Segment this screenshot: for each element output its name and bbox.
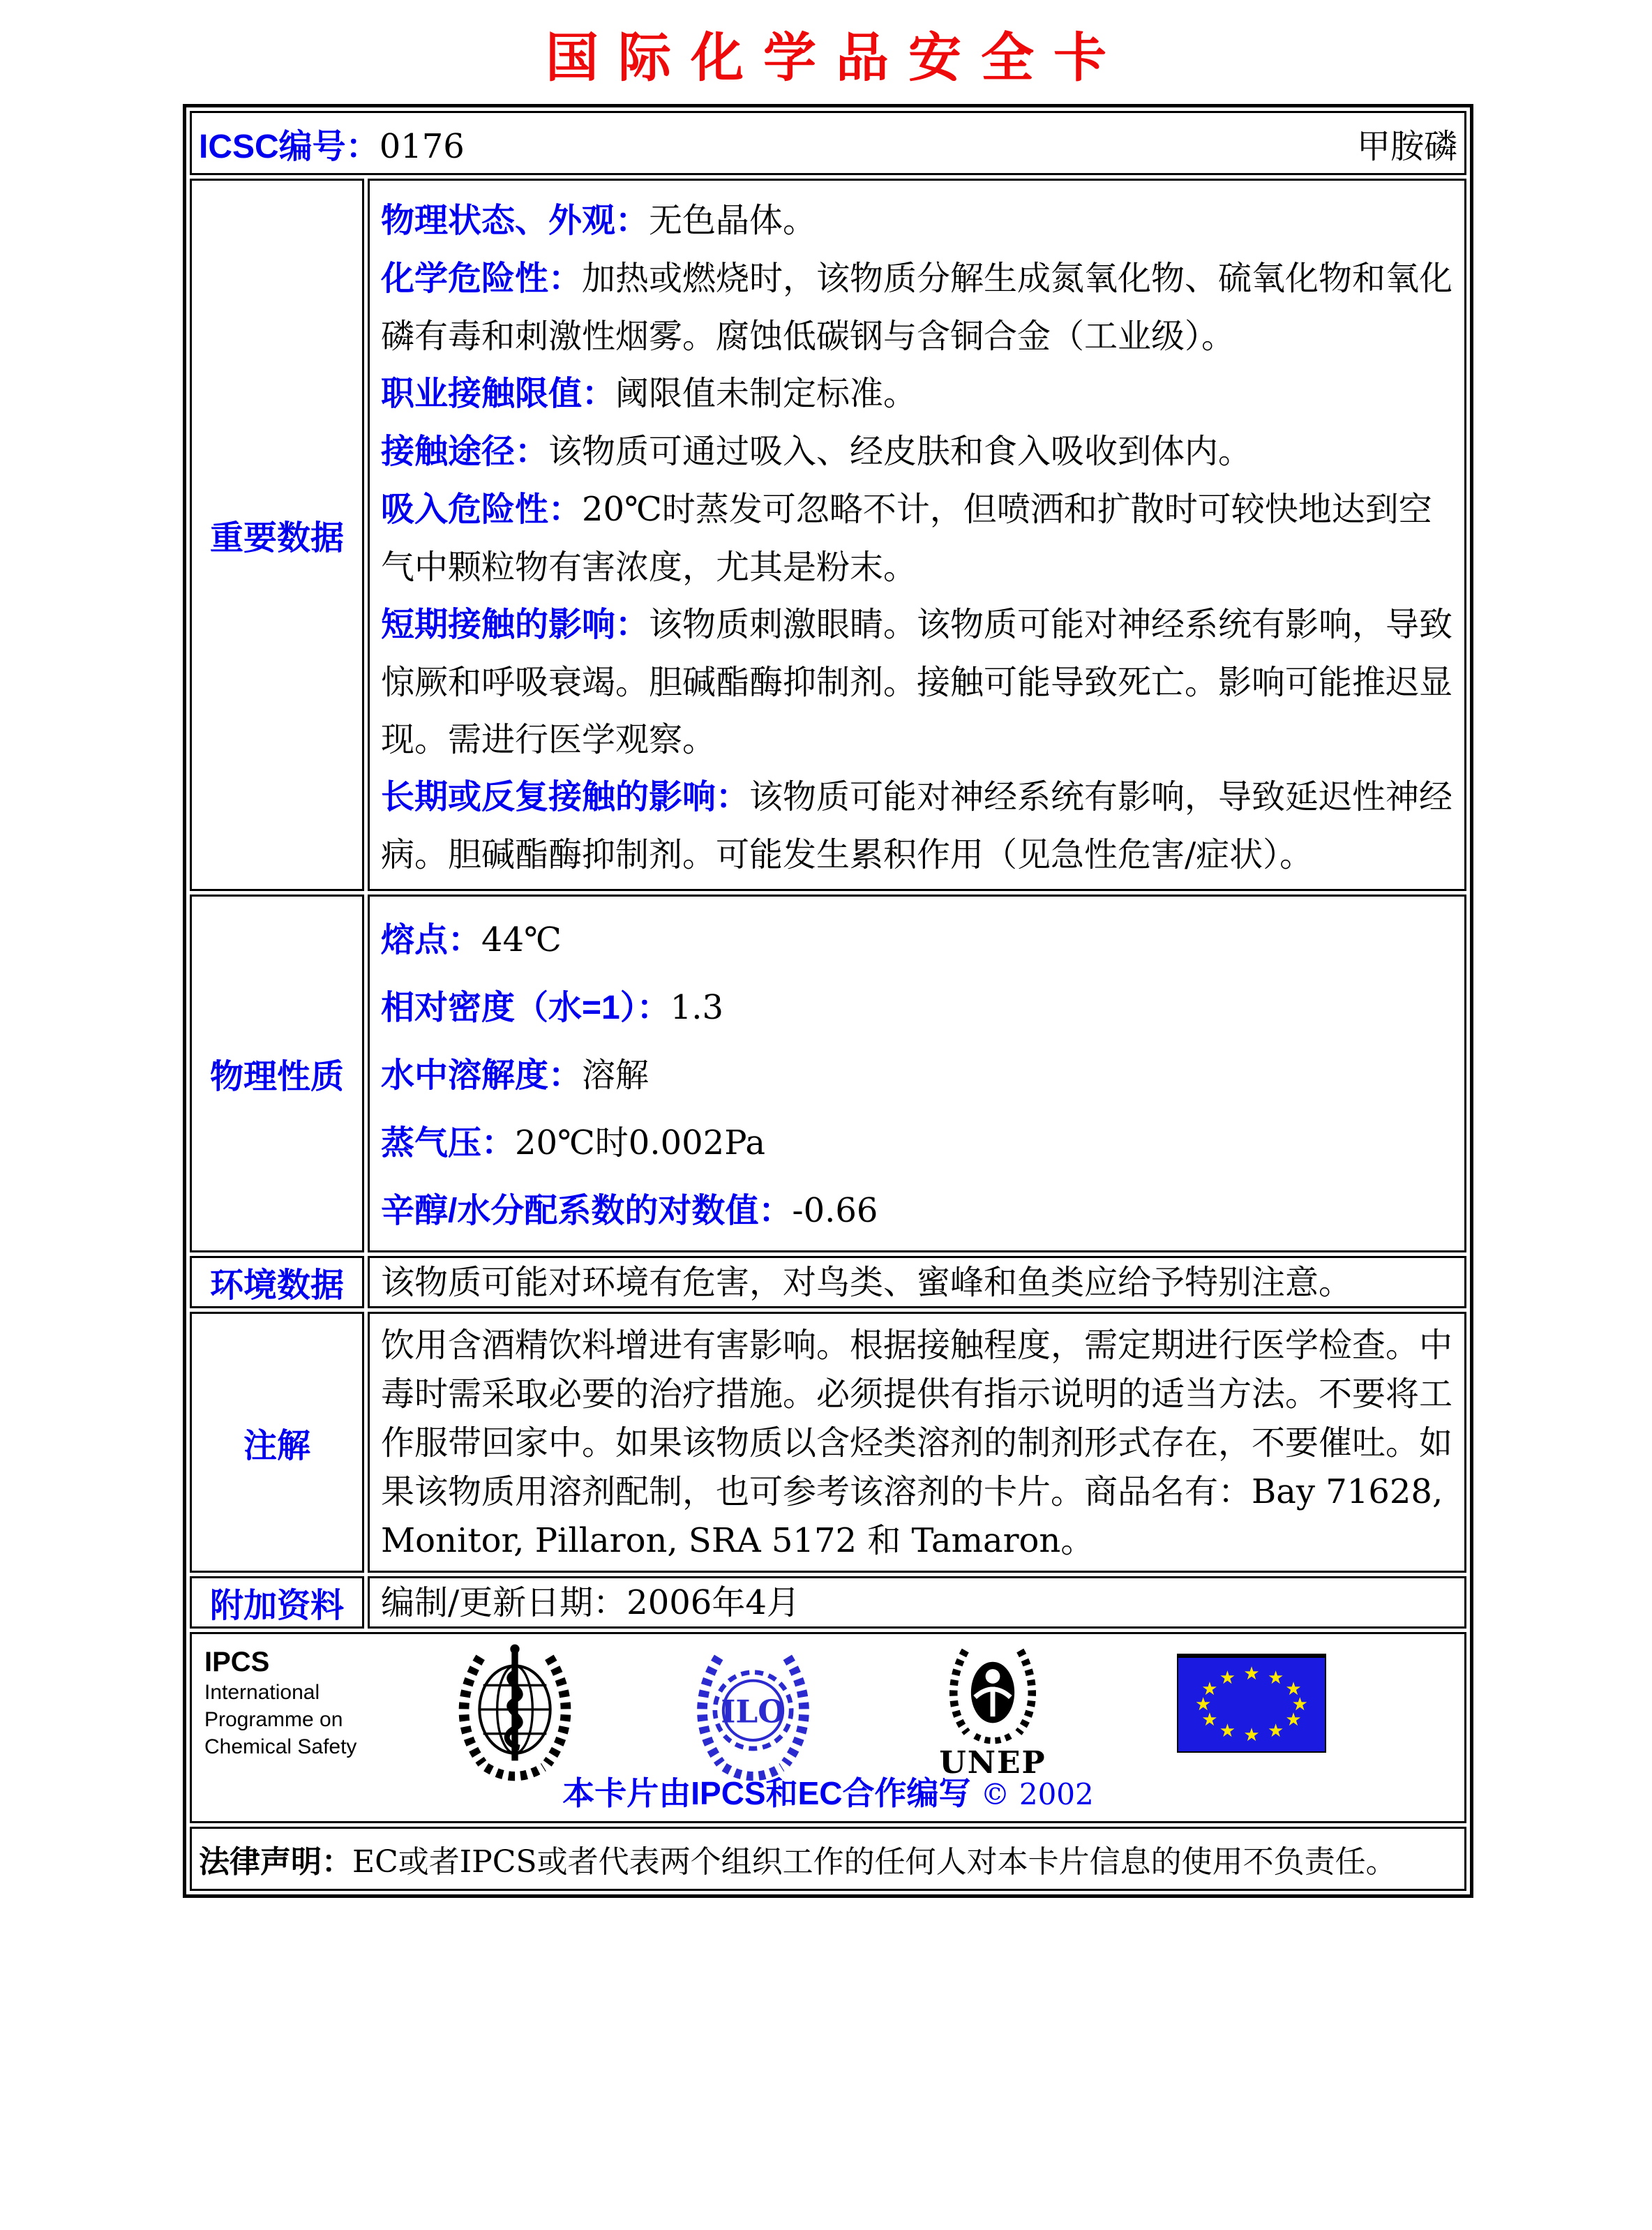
additional-info-text: 编制/更新日期：2006年4月	[368, 1576, 1466, 1629]
ilo-logo-icon	[689, 1642, 818, 1782]
ipcs-line: Chemical Safety	[204, 1735, 357, 1758]
item-text: 该物质可通过吸入、经皮肤和食入吸收到体内。	[548, 432, 1252, 471]
icsc-number-label: ICSC编号：	[199, 128, 380, 165]
physical-property-item	[381, 1177, 1453, 1245]
section-label-notes: 注解	[190, 1312, 364, 1573]
item-label: 相对密度（水=1）：	[381, 989, 670, 1026]
ipcs-block	[204, 1645, 356, 1760]
ipcs-line: International	[204, 1681, 320, 1704]
icsc-card-table	[183, 104, 1473, 1898]
eu-star-icon	[1243, 1663, 1259, 1684]
important-data-item	[381, 596, 1453, 768]
additional-info-row	[190, 1576, 1466, 1629]
who-logo-icon	[449, 1642, 581, 1782]
item-label: 长期或反复接触的影响：	[381, 779, 750, 816]
item-text: 加热或燃烧时，该物质分解生成氮氧化物、硫氧化物和氧化磷有毒和刺激性烟雾。腐蚀低碳钢与含铜合金（工业级）。	[381, 259, 1453, 356]
physical-properties-row	[190, 895, 1466, 1252]
eu-star-icon	[1201, 1679, 1217, 1700]
environmental-data-text: 该物质可能对环境有危害，对鸟类、蜜峰和鱼类应给予特别注意。	[368, 1256, 1466, 1308]
footer-caption	[192, 1768, 1464, 1814]
legal-label: 法律声明：	[199, 1845, 352, 1879]
section-label-important-data: 重要数据	[190, 179, 364, 891]
section-label-environmental-data: 环境数据	[190, 1256, 364, 1308]
item-text: 44℃	[481, 920, 562, 959]
important-data-content	[368, 179, 1466, 891]
important-data-row	[190, 179, 1466, 891]
physical-property-item	[381, 906, 1453, 974]
header-row	[190, 111, 1466, 175]
ipcs-line: Programme on	[204, 1708, 343, 1731]
item-label: 接触途径：	[381, 433, 549, 470]
section-label-additional-info: 附加资料	[190, 1576, 364, 1629]
important-data-item	[381, 768, 1453, 883]
important-data-item	[381, 481, 1453, 596]
icsc-number	[199, 119, 465, 167]
physical-property-item	[381, 1109, 1453, 1177]
eu-star-icon	[1268, 1668, 1284, 1689]
item-text: 溶解	[582, 1056, 649, 1095]
legal-text: EC或者IPCS或者代表两个组织工作的任何人对本卡片信息的使用不负责任。	[352, 1844, 1397, 1880]
page-title: 国际化学品安全卡	[546, 27, 1126, 89]
unep-label: UNEP	[939, 1745, 1046, 1781]
legal-row	[190, 1827, 1466, 1891]
caption-text: 本卡片由IPCS和EC合作编写	[562, 1775, 971, 1811]
item-label: 水中溶解度：	[381, 1057, 583, 1094]
icsc-number-value: 0176	[379, 126, 465, 166]
item-text: 20℃时蒸发可忽略不计，但喷洒和扩散时可较快地达到空气中颗粒物有害浓度，尤其是粉末。	[381, 490, 1432, 587]
item-text: 该物质刺激眼睛。该物质可能对神经系统有影响，导致惊厥和呼吸衰竭。胆碱酯酶抑制剂。接触可能导致死亡。影响可能推迟显现。需进行医学观察。	[381, 605, 1453, 759]
item-label: 短期接触的影响：	[381, 606, 649, 643]
item-text: 20℃时0.002Pa	[515, 1123, 765, 1162]
eu-star-icon	[1243, 1725, 1259, 1746]
physical-property-item	[381, 1042, 1453, 1109]
ipcs-name: IPCS	[204, 1647, 270, 1677]
item-text: 1.3	[670, 988, 724, 1027]
important-data-item	[381, 365, 1453, 423]
eu-star-icon	[1268, 1721, 1284, 1742]
important-data-item	[381, 423, 1453, 481]
logos-row	[190, 1632, 1466, 1823]
svg-text:ILO: ILO	[721, 1692, 786, 1730]
item-label: 熔点：	[381, 922, 482, 959]
environmental-data-row	[190, 1256, 1466, 1308]
item-label: 职业接触限值：	[381, 375, 616, 412]
eu-star-icon	[1285, 1709, 1301, 1730]
important-data-item	[381, 250, 1453, 365]
notes-row	[190, 1312, 1466, 1573]
physical-properties-content	[368, 895, 1466, 1252]
item-label: 吸入危险性：	[381, 491, 583, 528]
notes-text: 饮用含酒精饮料增进有害影响。根据接触程度，需定期进行医学检查。中毒时需采取必要的治疗措施。必须提供有指示说明的适当方法。不要将工作服带回家中。如果该物质以含烃类溶剂的制剂形式存在，不要催吐。如果该物质用溶剂配制，也可参考该溶剂的卡片。商品名有：Bay 71628, Monitor, Pillaron, SRA 5172 和 Tamaron。	[368, 1312, 1466, 1573]
item-label: 物理状态、外观：	[381, 202, 649, 239]
item-text: 阈限值未制定标准。	[615, 374, 917, 413]
item-text: 无色晶体。	[649, 201, 817, 240]
item-label: 辛醇/水分配系数的对数值：	[381, 1192, 793, 1229]
chemical-name: 甲胺磷	[1356, 126, 1457, 166]
important-data-item	[381, 192, 1453, 250]
copyright-text: © 2002	[980, 1777, 1094, 1811]
eu-flag-icon	[1177, 1654, 1326, 1753]
physical-property-item	[381, 974, 1453, 1042]
eu-star-icon	[1219, 1668, 1236, 1689]
item-label: 化学危险性：	[381, 260, 583, 297]
item-text: -0.66	[792, 1191, 878, 1230]
unep-logo-icon	[937, 1642, 1049, 1779]
section-label-physical-properties: 物理性质	[190, 895, 364, 1252]
item-label: 蒸气压：	[381, 1125, 516, 1162]
item-text: 该物质可能对神经系统有影响，导致延迟性神经病。胆碱酯酶抑制剂。可能发生累积作用（见急性危害/症状）。	[381, 777, 1453, 874]
eu-star-icon	[1219, 1721, 1236, 1742]
